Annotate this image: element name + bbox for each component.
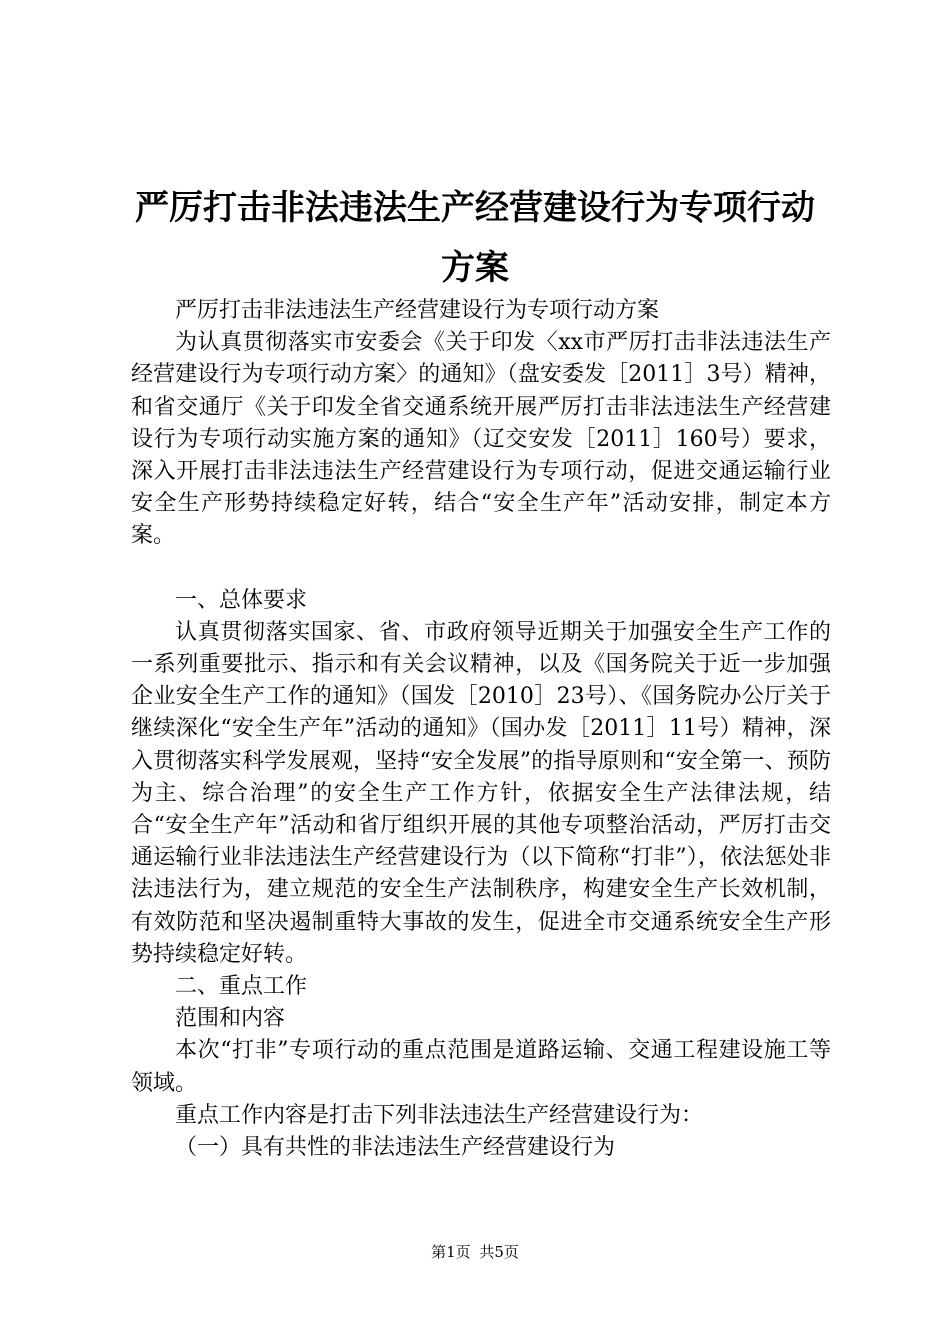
list-item-common-violations: （一）具有共性的非法违法生产经营建设行为: [175, 1135, 616, 1161]
section-heading-general-requirements: 一、总体要求: [175, 587, 308, 613]
section-heading-key-work: 二、重点工作: [175, 974, 308, 1000]
paragraph-subtitle: 严厉打击非法违法生产经营建设行为专项行动方案: [175, 298, 660, 323]
paragraph-general-requirements: 认真贯彻落实国家、省、市政府领导近期关于加强安全生产工作的一系列重要批示、指示和有关会议精神，以及《国务院关于近一步加强企业安全生产工作的通知》（国发［2010］23号）、《国务院办公厅关于继续深化“安全生产年”活动的通知》（国办发［2011］11号）精神，深入贯彻落实科学发展观，坚持“安全发展”的指导原则和“安全第一、预防为主、综合治理”的安全生产工作方针，依据安全生产法律法规，结合“安全生产年”活动和省厅组织开展的其他专项整治活动，严厉打击交通运输行业非法违法生产经营建设行为（以下简称“打非”），依法惩处非法违法行为，建立规范的安全生产法制秩序，构建安全生产长效机制，有效防范和坚决遏制重特大事故的发生，促进全市交通系统安全生产形势持续稳定好转。: [131, 619, 831, 967]
paragraph-key-content: 重点工作内容是打击下列非法违法生产经营建设行为：: [175, 1102, 704, 1128]
subheading-scope-content: 范围和内容: [175, 1006, 286, 1032]
paragraph-spacer: [131, 553, 831, 585]
page-number-footer: 第1页 共5页: [431, 1243, 519, 1261]
paragraph-scope: 本次“打非”专项行动的重点范围是道路运输、交通工程建设施工等领域。: [131, 1038, 831, 1096]
document-body: [131, 295, 831, 1164]
document-title-line-1: 严厉打击非法违法生产经营建设行为专项行动: [135, 188, 815, 228]
document-title-line-2: 方案: [441, 248, 509, 288]
paragraph-intro: 为认真贯彻落实市安委会《关于印发〈xx市严厉打击非法违法生产经营建设行为专项行动方案〉的通知》（盘安委发［2011］3号）精神，和省交通厅《关于印发全省交通系统开展严厉打击非法违法生产经营建设行为专项行动实施方案的通知》（辽交安发［2011］160号）要求，深入开展打击非法违法生产经营建设行为专项行动，促进交通运输行业安全生产形势持续稳定好转，结合“安全生产年”活动安排，制定本方案。: [131, 330, 831, 549]
